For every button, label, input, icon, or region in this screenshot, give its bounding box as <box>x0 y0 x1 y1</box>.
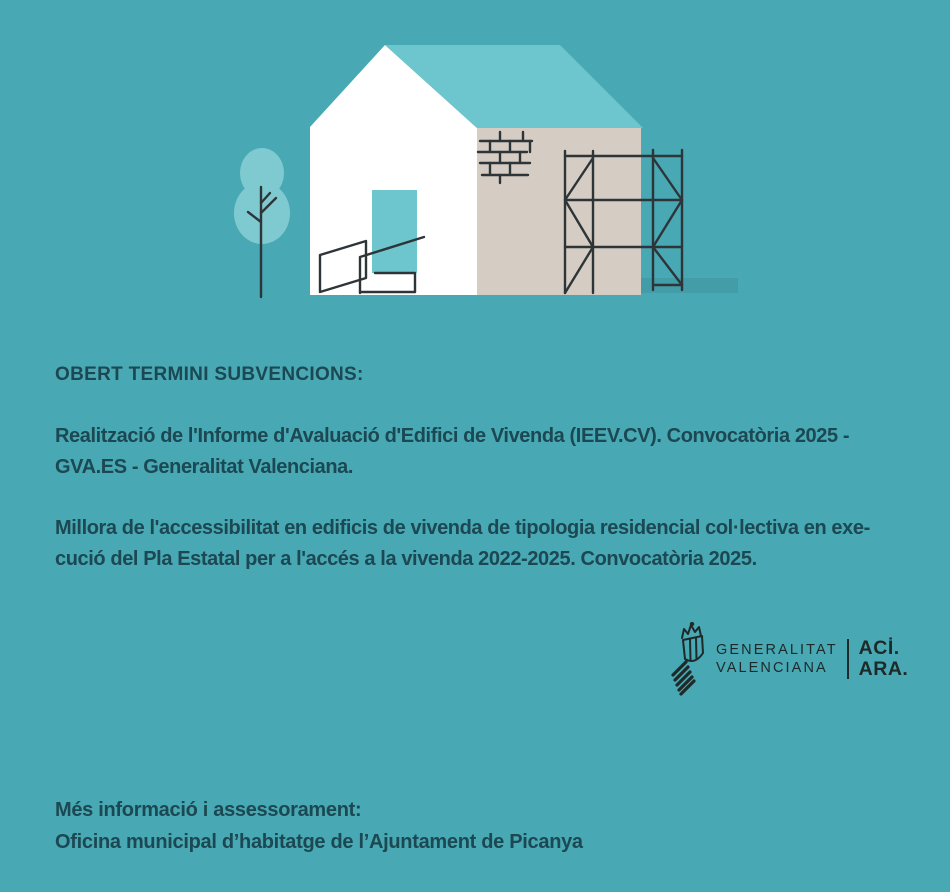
footer-contact-info <box>55 794 583 858</box>
house-renovation-illustration <box>200 25 760 315</box>
logo-org-line-1: GENERALITAT <box>716 642 838 658</box>
logo-campaign-line-2: ARA. <box>858 658 909 680</box>
logo-campaign-slogan <box>859 638 909 680</box>
paragraph-2-line-2: cució del Pla Estatal per a l'accés a la vivenda 2022-2025. Convocatòria 2025. <box>55 548 757 570</box>
logo-org-name <box>716 641 838 677</box>
tree-icon <box>234 148 290 297</box>
footer-line-1: Més informació i assessorament: <box>55 799 362 821</box>
logo-org-line-2: VALENCIANA <box>716 660 828 676</box>
paragraph-2-line-1: Millora de l'accessibilitat en edificis de vivenda de tipologia residencial col·lectiva en exe- <box>55 517 870 539</box>
footer-line-2: Oficina municipal d’habitatge de l’Ajuntament de Picanya <box>55 831 583 853</box>
announcement-heading: OBERT TERMINI SUBVENCIONS: <box>55 364 364 385</box>
gva-coat-of-arms-icon <box>671 622 709 696</box>
paragraph-1-line-2: GVA.ES - Generalitat Valenciana. <box>55 456 354 478</box>
announcement-paragraph-2 <box>55 513 870 575</box>
generalitat-valenciana-logo <box>671 621 908 697</box>
door-icon <box>372 190 417 273</box>
announcement-paragraph-1 <box>55 421 849 483</box>
logo-campaign-line-1: ACİ. <box>858 637 900 659</box>
logo-divider <box>847 639 849 679</box>
paragraph-1-line-1: Realització de l'Informe d'Avaluació d'Edifici de Vivenda (IEEV.CV). Convocatòria 2025 - <box>55 425 850 447</box>
